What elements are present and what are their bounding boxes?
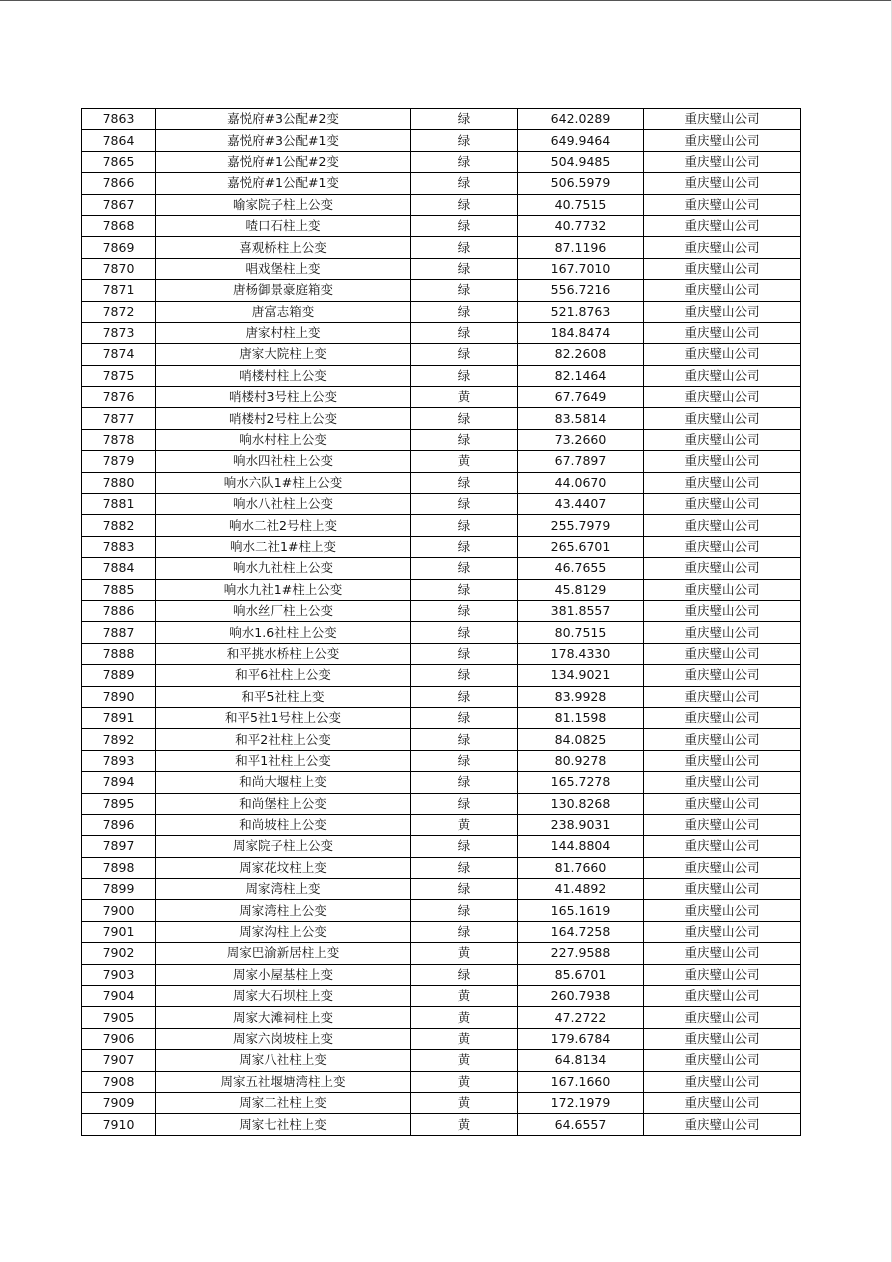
transformer-name-cell: 周家花坟柱上变: [156, 857, 411, 878]
table-row: [82, 151, 801, 172]
table-row: [82, 301, 801, 322]
company-name-cell: 重庆璧山公司: [644, 750, 801, 771]
status-level-cell: 绿: [411, 515, 518, 536]
table-row: [82, 194, 801, 215]
transformer-name-cell: 和平挑水桥柱上公变: [156, 643, 411, 664]
transformer-name-cell: 哨楼村3号柱上公变: [156, 387, 411, 408]
transformer-name-cell: 和尚堡柱上公变: [156, 793, 411, 814]
company-name-cell: 重庆璧山公司: [644, 387, 801, 408]
company-name-cell: 重庆璧山公司: [644, 964, 801, 985]
status-level-cell: 黄: [411, 1071, 518, 1092]
status-level-cell: 绿: [411, 408, 518, 429]
capacity-value-cell: 43.4407: [518, 494, 644, 515]
row-number-cell: 7885: [82, 579, 156, 600]
status-level-cell: 绿: [411, 215, 518, 236]
transformer-name-cell: 周家巴渝新居柱上变: [156, 943, 411, 964]
status-level-cell: 绿: [411, 301, 518, 322]
company-name-cell: 重庆璧山公司: [644, 408, 801, 429]
row-number-cell: 7901: [82, 921, 156, 942]
row-number-cell: 7878: [82, 429, 156, 450]
company-name-cell: 重庆璧山公司: [644, 707, 801, 728]
company-name-cell: 重庆璧山公司: [644, 836, 801, 857]
transformer-name-cell: 喻家院子柱上公变: [156, 194, 411, 215]
company-name-cell: 重庆璧山公司: [644, 344, 801, 365]
table-body: [82, 109, 801, 1136]
capacity-value-cell: 47.2722: [518, 1007, 644, 1028]
table-row: [82, 772, 801, 793]
company-name-cell: 重庆璧山公司: [644, 1114, 801, 1135]
company-name-cell: 重庆璧山公司: [644, 900, 801, 921]
capacity-value-cell: 260.7938: [518, 986, 644, 1007]
company-name-cell: 重庆璧山公司: [644, 1007, 801, 1028]
transformer-name-cell: 周家八社柱上变: [156, 1050, 411, 1071]
row-number-cell: 7872: [82, 301, 156, 322]
table-row: [82, 237, 801, 258]
row-number-cell: 7881: [82, 494, 156, 515]
status-level-cell: 绿: [411, 750, 518, 771]
row-number-cell: 7879: [82, 451, 156, 472]
table-row: [82, 109, 801, 130]
status-level-cell: 绿: [411, 879, 518, 900]
status-level-cell: 绿: [411, 151, 518, 172]
company-name-cell: 重庆璧山公司: [644, 1092, 801, 1113]
table-row: [82, 173, 801, 194]
status-level-cell: 黄: [411, 943, 518, 964]
status-level-cell: 黄: [411, 387, 518, 408]
status-level-cell: 绿: [411, 130, 518, 151]
transformer-name-cell: 周家湾柱上公变: [156, 900, 411, 921]
company-name-cell: 重庆璧山公司: [644, 1028, 801, 1049]
status-level-cell: 绿: [411, 665, 518, 686]
table-row: [82, 900, 801, 921]
company-name-cell: 重庆璧山公司: [644, 857, 801, 878]
status-level-cell: 绿: [411, 857, 518, 878]
transformer-name-cell: 周家湾柱上变: [156, 879, 411, 900]
capacity-value-cell: 83.9928: [518, 686, 644, 707]
row-number-cell: 7889: [82, 665, 156, 686]
table-row: [82, 1114, 801, 1135]
row-number-cell: 7870: [82, 258, 156, 279]
transformer-name-cell: 唐杨御景豪庭箱变: [156, 280, 411, 301]
transformer-name-cell: 喜观桥柱上公变: [156, 237, 411, 258]
capacity-value-cell: 238.9031: [518, 814, 644, 835]
row-number-cell: 7909: [82, 1092, 156, 1113]
row-number-cell: 7888: [82, 643, 156, 664]
status-level-cell: 绿: [411, 365, 518, 386]
row-number-cell: 7886: [82, 600, 156, 621]
table-row: [82, 365, 801, 386]
capacity-value-cell: 227.9588: [518, 943, 644, 964]
table-row: [82, 643, 801, 664]
company-name-cell: 重庆璧山公司: [644, 173, 801, 194]
company-name-cell: 重庆璧山公司: [644, 793, 801, 814]
row-number-cell: 7877: [82, 408, 156, 429]
transformer-name-cell: 周家小屋基柱上变: [156, 964, 411, 985]
transformer-name-cell: 周家大石坝柱上变: [156, 986, 411, 1007]
table-row: [82, 1007, 801, 1028]
capacity-value-cell: 167.1660: [518, 1071, 644, 1092]
row-number-cell: 7883: [82, 536, 156, 557]
capacity-value-cell: 80.9278: [518, 750, 644, 771]
row-number-cell: 7871: [82, 280, 156, 301]
transformer-name-cell: 喳口石柱上变: [156, 215, 411, 236]
status-level-cell: 绿: [411, 686, 518, 707]
capacity-value-cell: 45.8129: [518, 579, 644, 600]
transformer-name-cell: 和平2社柱上公变: [156, 729, 411, 750]
company-name-cell: 重庆璧山公司: [644, 943, 801, 964]
page-top-border: [0, 0, 892, 1]
row-number-cell: 7891: [82, 707, 156, 728]
transformer-name-cell: 周家六岗坡柱上变: [156, 1028, 411, 1049]
row-number-cell: 7902: [82, 943, 156, 964]
row-number-cell: 7865: [82, 151, 156, 172]
status-level-cell: 绿: [411, 729, 518, 750]
transformer-name-cell: 响水二社1#柱上变: [156, 536, 411, 557]
row-number-cell: 7866: [82, 173, 156, 194]
transformer-name-cell: 响水丝厂柱上公变: [156, 600, 411, 621]
company-name-cell: 重庆璧山公司: [644, 558, 801, 579]
status-level-cell: 绿: [411, 793, 518, 814]
company-name-cell: 重庆璧山公司: [644, 258, 801, 279]
status-level-cell: 绿: [411, 536, 518, 557]
capacity-value-cell: 84.0825: [518, 729, 644, 750]
row-number-cell: 7904: [82, 986, 156, 1007]
transformer-name-cell: 周家大滩祠柱上变: [156, 1007, 411, 1028]
company-name-cell: 重庆璧山公司: [644, 686, 801, 707]
capacity-value-cell: 44.0670: [518, 472, 644, 493]
transformer-table: [81, 108, 801, 1136]
transformer-name-cell: 唐家村柱上变: [156, 322, 411, 343]
capacity-value-cell: 64.8134: [518, 1050, 644, 1071]
status-level-cell: 黄: [411, 1028, 518, 1049]
table-row: [82, 1071, 801, 1092]
table-row: [82, 322, 801, 343]
capacity-value-cell: 167.7010: [518, 258, 644, 279]
capacity-value-cell: 179.6784: [518, 1028, 644, 1049]
transformer-name-cell: 响水1.6社柱上公变: [156, 622, 411, 643]
row-number-cell: 7895: [82, 793, 156, 814]
table-row: [82, 408, 801, 429]
capacity-value-cell: 184.8474: [518, 322, 644, 343]
status-level-cell: 绿: [411, 558, 518, 579]
company-name-cell: 重庆璧山公司: [644, 579, 801, 600]
transformer-name-cell: 和平5社柱上变: [156, 686, 411, 707]
status-level-cell: 绿: [411, 258, 518, 279]
status-level-cell: 绿: [411, 900, 518, 921]
table-row: [82, 600, 801, 621]
status-level-cell: 黄: [411, 1092, 518, 1113]
transformer-name-cell: 嘉悦府#1公配#2变: [156, 151, 411, 172]
status-level-cell: 黄: [411, 1007, 518, 1028]
capacity-value-cell: 144.8804: [518, 836, 644, 857]
capacity-value-cell: 40.7515: [518, 194, 644, 215]
row-number-cell: 7868: [82, 215, 156, 236]
row-number-cell: 7876: [82, 387, 156, 408]
transformer-name-cell: 嘉悦府#1公配#1变: [156, 173, 411, 194]
company-name-cell: 重庆璧山公司: [644, 429, 801, 450]
capacity-value-cell: 80.7515: [518, 622, 644, 643]
status-level-cell: 绿: [411, 579, 518, 600]
table-row: [82, 857, 801, 878]
row-number-cell: 7900: [82, 900, 156, 921]
company-name-cell: 重庆璧山公司: [644, 215, 801, 236]
status-level-cell: 绿: [411, 964, 518, 985]
company-name-cell: 重庆璧山公司: [644, 130, 801, 151]
capacity-value-cell: 67.7897: [518, 451, 644, 472]
transformer-name-cell: 和平1社柱上公变: [156, 750, 411, 771]
company-name-cell: 重庆璧山公司: [644, 643, 801, 664]
row-number-cell: 7894: [82, 772, 156, 793]
transformer-name-cell: 和平5社1号柱上公变: [156, 707, 411, 728]
capacity-value-cell: 521.8763: [518, 301, 644, 322]
table-row: [82, 215, 801, 236]
table-row: [82, 536, 801, 557]
table-row: [82, 943, 801, 964]
status-level-cell: 绿: [411, 772, 518, 793]
capacity-value-cell: 46.7655: [518, 558, 644, 579]
company-name-cell: 重庆璧山公司: [644, 665, 801, 686]
table-row: [82, 515, 801, 536]
transformer-name-cell: 响水二社2号柱上变: [156, 515, 411, 536]
company-name-cell: 重庆璧山公司: [644, 729, 801, 750]
transformer-name-cell: 周家七社柱上变: [156, 1114, 411, 1135]
table-row: [82, 429, 801, 450]
company-name-cell: 重庆璧山公司: [644, 1050, 801, 1071]
capacity-value-cell: 87.1196: [518, 237, 644, 258]
row-number-cell: 7897: [82, 836, 156, 857]
company-name-cell: 重庆璧山公司: [644, 472, 801, 493]
capacity-value-cell: 649.9464: [518, 130, 644, 151]
row-number-cell: 7873: [82, 322, 156, 343]
transformer-name-cell: 和尚大堰柱上变: [156, 772, 411, 793]
capacity-value-cell: 134.9021: [518, 665, 644, 686]
table-row: [82, 130, 801, 151]
capacity-value-cell: 130.8268: [518, 793, 644, 814]
capacity-value-cell: 85.6701: [518, 964, 644, 985]
capacity-value-cell: 64.6557: [518, 1114, 644, 1135]
row-number-cell: 7864: [82, 130, 156, 151]
capacity-value-cell: 73.2660: [518, 429, 644, 450]
row-number-cell: 7893: [82, 750, 156, 771]
table-row: [82, 494, 801, 515]
status-level-cell: 黄: [411, 451, 518, 472]
capacity-value-cell: 504.9485: [518, 151, 644, 172]
row-number-cell: 7903: [82, 964, 156, 985]
status-level-cell: 绿: [411, 921, 518, 942]
table-row: [82, 729, 801, 750]
table-row: [82, 686, 801, 707]
row-number-cell: 7880: [82, 472, 156, 493]
company-name-cell: 重庆璧山公司: [644, 772, 801, 793]
status-level-cell: 绿: [411, 643, 518, 664]
status-level-cell: 绿: [411, 109, 518, 130]
table-row: [82, 750, 801, 771]
capacity-value-cell: 165.1619: [518, 900, 644, 921]
table-row: [82, 793, 801, 814]
transformer-name-cell: 唱戏堡柱上变: [156, 258, 411, 279]
table-row: [82, 472, 801, 493]
table-row: [82, 1050, 801, 1071]
company-name-cell: 重庆璧山公司: [644, 151, 801, 172]
capacity-value-cell: 255.7979: [518, 515, 644, 536]
table-row: [82, 622, 801, 643]
company-name-cell: 重庆璧山公司: [644, 814, 801, 835]
status-level-cell: 绿: [411, 472, 518, 493]
capacity-value-cell: 82.1464: [518, 365, 644, 386]
row-number-cell: 7892: [82, 729, 156, 750]
transformer-name-cell: 响水九社1#柱上公变: [156, 579, 411, 600]
company-name-cell: 重庆璧山公司: [644, 879, 801, 900]
transformer-name-cell: 响水八社柱上公变: [156, 494, 411, 515]
row-number-cell: 7890: [82, 686, 156, 707]
capacity-value-cell: 642.0289: [518, 109, 644, 130]
row-number-cell: 7910: [82, 1114, 156, 1135]
status-level-cell: 绿: [411, 707, 518, 728]
transformer-name-cell: 嘉悦府#3公配#1变: [156, 130, 411, 151]
row-number-cell: 7874: [82, 344, 156, 365]
table-row: [82, 280, 801, 301]
transformer-name-cell: 周家沟柱上公变: [156, 921, 411, 942]
table-row: [82, 879, 801, 900]
status-level-cell: 绿: [411, 194, 518, 215]
capacity-value-cell: 381.8557: [518, 600, 644, 621]
company-name-cell: 重庆璧山公司: [644, 515, 801, 536]
transformer-name-cell: 唐家大院柱上变: [156, 344, 411, 365]
capacity-value-cell: 81.1598: [518, 707, 644, 728]
company-name-cell: 重庆璧山公司: [644, 237, 801, 258]
row-number-cell: 7907: [82, 1050, 156, 1071]
row-number-cell: 7884: [82, 558, 156, 579]
company-name-cell: 重庆璧山公司: [644, 622, 801, 643]
transformer-name-cell: 哨楼村柱上公变: [156, 365, 411, 386]
status-level-cell: 绿: [411, 237, 518, 258]
row-number-cell: 7869: [82, 237, 156, 258]
company-name-cell: 重庆璧山公司: [644, 301, 801, 322]
capacity-value-cell: 82.2608: [518, 344, 644, 365]
capacity-value-cell: 81.7660: [518, 857, 644, 878]
company-name-cell: 重庆璧山公司: [644, 494, 801, 515]
transformer-name-cell: 响水四社柱上公变: [156, 451, 411, 472]
row-number-cell: 7908: [82, 1071, 156, 1092]
row-number-cell: 7896: [82, 814, 156, 835]
row-number-cell: 7867: [82, 194, 156, 215]
table-row: [82, 964, 801, 985]
company-name-cell: 重庆璧山公司: [644, 280, 801, 301]
transformer-name-cell: 和平6社柱上公变: [156, 665, 411, 686]
transformer-name-cell: 哨楼村2号柱上公变: [156, 408, 411, 429]
company-name-cell: 重庆璧山公司: [644, 600, 801, 621]
status-level-cell: 绿: [411, 173, 518, 194]
transformer-name-cell: 周家院子柱上公变: [156, 836, 411, 857]
table-row: [82, 451, 801, 472]
row-number-cell: 7875: [82, 365, 156, 386]
capacity-value-cell: 83.5814: [518, 408, 644, 429]
company-name-cell: 重庆璧山公司: [644, 536, 801, 557]
status-level-cell: 黄: [411, 1050, 518, 1071]
company-name-cell: 重庆璧山公司: [644, 322, 801, 343]
table-row: [82, 579, 801, 600]
table-row: [82, 1092, 801, 1113]
table-row: [82, 986, 801, 1007]
status-level-cell: 绿: [411, 280, 518, 301]
capacity-value-cell: 172.1979: [518, 1092, 644, 1113]
status-level-cell: 黄: [411, 814, 518, 835]
company-name-cell: 重庆璧山公司: [644, 921, 801, 942]
transformer-name-cell: 嘉悦府#3公配#2变: [156, 109, 411, 130]
status-level-cell: 绿: [411, 429, 518, 450]
row-number-cell: 7863: [82, 109, 156, 130]
table-row: [82, 387, 801, 408]
capacity-value-cell: 165.7278: [518, 772, 644, 793]
row-number-cell: 7905: [82, 1007, 156, 1028]
status-level-cell: 黄: [411, 1114, 518, 1135]
status-level-cell: 绿: [411, 600, 518, 621]
row-number-cell: 7906: [82, 1028, 156, 1049]
capacity-value-cell: 164.7258: [518, 921, 644, 942]
transformer-name-cell: 和尚坡柱上公变: [156, 814, 411, 835]
row-number-cell: 7882: [82, 515, 156, 536]
table-row: [82, 707, 801, 728]
table-row: [82, 665, 801, 686]
company-name-cell: 重庆璧山公司: [644, 194, 801, 215]
transformer-name-cell: 响水村柱上公变: [156, 429, 411, 450]
company-name-cell: 重庆璧山公司: [644, 1071, 801, 1092]
table-row: [82, 921, 801, 942]
table-row: [82, 836, 801, 857]
capacity-value-cell: 41.4892: [518, 879, 644, 900]
capacity-value-cell: 178.4330: [518, 643, 644, 664]
transformer-name-cell: 响水九社柱上公变: [156, 558, 411, 579]
company-name-cell: 重庆璧山公司: [644, 451, 801, 472]
row-number-cell: 7899: [82, 879, 156, 900]
capacity-value-cell: 265.6701: [518, 536, 644, 557]
table-row: [82, 344, 801, 365]
company-name-cell: 重庆璧山公司: [644, 365, 801, 386]
transformer-name-cell: 周家二社柱上变: [156, 1092, 411, 1113]
transformer-name-cell: 响水六队1#柱上公变: [156, 472, 411, 493]
table-row: [82, 258, 801, 279]
transformer-name-cell: 周家五社堰塘湾柱上变: [156, 1071, 411, 1092]
row-number-cell: 7887: [82, 622, 156, 643]
row-number-cell: 7898: [82, 857, 156, 878]
table-row: [82, 814, 801, 835]
table-row: [82, 1028, 801, 1049]
company-name-cell: 重庆璧山公司: [644, 986, 801, 1007]
capacity-value-cell: 40.7732: [518, 215, 644, 236]
table-row: [82, 558, 801, 579]
status-level-cell: 绿: [411, 622, 518, 643]
capacity-value-cell: 556.7216: [518, 280, 644, 301]
status-level-cell: 绿: [411, 344, 518, 365]
company-name-cell: 重庆璧山公司: [644, 109, 801, 130]
status-level-cell: 黄: [411, 986, 518, 1007]
status-level-cell: 绿: [411, 494, 518, 515]
status-level-cell: 绿: [411, 836, 518, 857]
capacity-value-cell: 67.7649: [518, 387, 644, 408]
transformer-name-cell: 唐富志箱变: [156, 301, 411, 322]
capacity-value-cell: 506.5979: [518, 173, 644, 194]
status-level-cell: 绿: [411, 322, 518, 343]
